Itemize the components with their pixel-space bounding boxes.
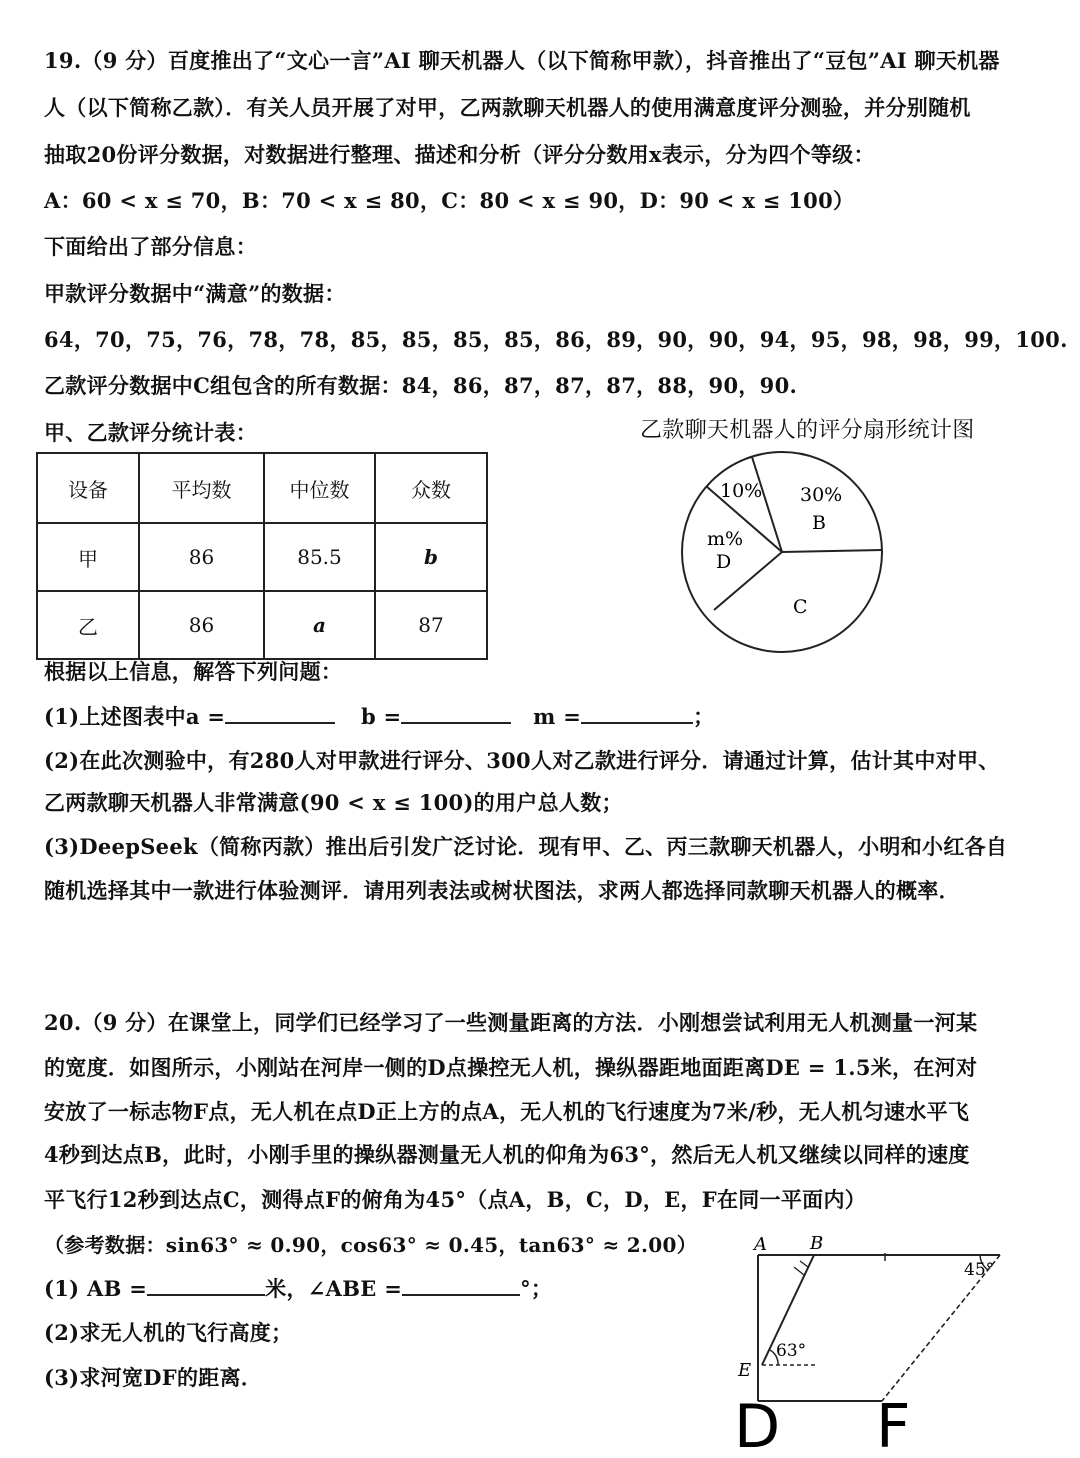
- label-angle-45: 45°: [964, 1260, 995, 1280]
- table-header: 平均数: [139, 453, 264, 523]
- q20-sub1: [44, 1274, 552, 1304]
- label-e: E: [738, 1360, 752, 1381]
- table-cell: 85.5: [264, 523, 375, 591]
- q19-sub1-m-label: m =: [533, 704, 582, 729]
- q19-sub2-line-1: (2)在此次测验中，有280人对甲款进行评分、300人对乙款进行评分．请通过计算，估计其中对甲、: [44, 748, 1000, 773]
- pie-label-d-pct: m%: [707, 528, 744, 550]
- table-cell: a: [264, 591, 375, 659]
- q19-sub1-a-label: (1)上述图表中a =: [44, 704, 226, 729]
- q19-line-3: 抽取20份评分数据，对数据进行整理、描述和分析（评分分数用x表示，分为四个等级：: [44, 142, 875, 167]
- answer-blank-ab[interactable]: [147, 1294, 265, 1296]
- q19-prompt: 根据以上信息，解答下列问题：: [44, 659, 343, 684]
- pie-label-b-pct: 30%: [800, 484, 843, 506]
- q20-line-3: 安放了一标志物F点，无人机在点D正上方的点A，无人机的飞行速度为7米/秒，无人机匀速水平飞: [44, 1099, 970, 1124]
- table-cell: 86: [139, 591, 264, 659]
- table-cell: 甲: [37, 523, 139, 591]
- q20-line-1: 20.（9 分）在课堂上，同学们已经学习了一些测量距离的方法．小刚想尝试利用无人机测量一河某: [44, 1010, 978, 1035]
- table-cell: 乙: [37, 591, 139, 659]
- q20-sub1-end: °；: [520, 1276, 553, 1301]
- handwritten-d: D: [734, 1392, 781, 1458]
- stats-table: [36, 452, 488, 660]
- q19-line-6: 甲款评分数据中“满意”的数据：: [44, 281, 346, 306]
- answer-blank-b[interactable]: [401, 722, 511, 724]
- table-cell: b: [375, 523, 487, 591]
- pie-title: 乙款聊天机器人的评分扇形统计图: [640, 418, 975, 443]
- q19-jia-scores: 64，70，75，76，78，78，85，85，85，85，86，89，90，90，94，95，98，98，99，100.: [44, 327, 1068, 352]
- answer-blank-angle[interactable]: [402, 1294, 520, 1296]
- drone-figure: [720, 1225, 1020, 1458]
- q19-line-1: 19.（9 分）百度推出了“文心一言”AI 聊天机器人（以下简称甲款），抖音推出了“豆包”AI 聊天机器: [44, 48, 1000, 73]
- table-header: 中位数: [264, 453, 375, 523]
- q20-reference-data: （参考数据：sin63° ≈ 0.90，cos63° ≈ 0.45，tan63° ≈ 2.00）: [44, 1233, 697, 1257]
- q20-line-4: 4秒到达点B，此时，小刚手里的操纵器测量无人机的仰角为63°，然后无人机又继续以同样的速度: [44, 1142, 970, 1167]
- q19-sub2-line-2: 乙两款聊天机器人非常满意(90 < x ≤ 100)的用户总人数；: [44, 790, 623, 815]
- table-row: [37, 523, 487, 591]
- label-angle-63: 63°: [776, 1341, 807, 1361]
- q19-sub3-line-1: (3)DeepSeek（简称丙款）推出后引发广泛讨论．现有甲、乙、丙三款聊天机器人，小明和小红各自: [44, 834, 1008, 859]
- pie-chart: [680, 450, 900, 650]
- q19-grade-ranges: A：60 < x ≤ 70，B：70 < x ≤ 80，C：80 < x ≤ 90，D：90 < x ≤ 100）: [44, 188, 855, 213]
- handwritten-f: F: [876, 1392, 911, 1458]
- pie-label-b: B: [812, 512, 826, 534]
- label-a: A: [754, 1234, 767, 1255]
- q19-table-caption: 甲、乙款评分统计表：: [44, 420, 257, 445]
- q19-sub1-b-label: b =: [360, 704, 402, 729]
- label-b: B: [810, 1233, 824, 1254]
- pie-label-a-pct: 10%: [720, 480, 763, 502]
- q20-line-2: 的宽度．如图所示，小刚站在河岸一侧的D点操控无人机，操纵器距地面距离DE = 1.5米，在河对: [44, 1055, 978, 1080]
- q19-sub3-line-2: 随机选择其中一款进行体验测评．请用列表法或树状图法，求两人都选择同款聊天机器人的概率．: [44, 878, 960, 903]
- q19-line-5: 下面给出了部分信息：: [44, 234, 257, 259]
- table-row: [37, 591, 487, 659]
- q19-yi-c-scores: 乙款评分数据中C组包含的所有数据：84，86，87，87，87，88，90，90.: [44, 373, 798, 398]
- q19-line-2: 人（以下简称乙款）．有关人员开展了对甲，乙两款聊天机器人的使用满意度评分测验，并分别随机: [44, 95, 971, 120]
- pie-label-c: C: [793, 596, 808, 618]
- table-cell: 87: [375, 591, 487, 659]
- table-header-row: [37, 453, 487, 523]
- q20-sub3: (3)求河宽DF的距离．: [44, 1365, 263, 1390]
- q20-sub2: (2)求无人机的飞行高度；: [44, 1320, 293, 1345]
- q20-line-5: 平飞行12秒到达点C，测得点F的俯角为45°（点A，B，C，D，E，F在同一平面内）: [44, 1187, 867, 1212]
- answer-blank-m[interactable]: [581, 722, 693, 724]
- table-header: 众数: [375, 453, 487, 523]
- table-cell: 86: [139, 523, 264, 591]
- pie-label-d: D: [716, 551, 732, 573]
- table-header: 设备: [37, 453, 139, 523]
- q20-sub1-angle-label: 米，∠ABE =: [265, 1276, 403, 1301]
- q20-sub1-ab-label: (1) AB =: [44, 1276, 148, 1301]
- answer-blank-a[interactable]: [225, 722, 335, 724]
- q19-sub1: [44, 702, 714, 732]
- q19-sub1-end: ；: [693, 704, 715, 729]
